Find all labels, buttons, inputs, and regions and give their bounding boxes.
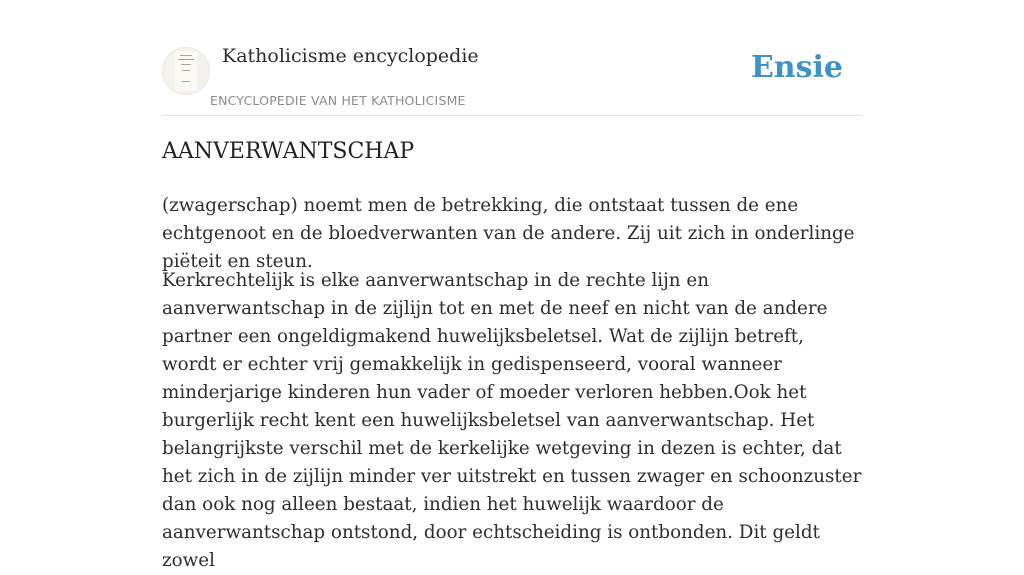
ensie-logo-link[interactable]: Ensie — [750, 50, 843, 85]
article-paragraph: (zwagerschap) noemt men de betrekking, die ontstaat tussen de ene echtgenoot en de bloedverwanten van de andere. Zij uit zich in onderlinge piëteit en steun. — [162, 195, 855, 272]
article-title: AANVERWANTSCHAP — [162, 139, 415, 164]
article-paragraph: Kerkrechtelijk is elke aanverwantschap in de rechte lijn en aanverwantschap in de zijlijn tot en met de neef en nicht van de andere partner een ongeldigmakend huwelijksbeletsel. Wat de zijlijn betreft, wordt er echter vrij gemakkelijk in gedispenseerd, vooral wanneer minderjarige kinderen hun vader of moeder verloren hebben.Ook het burgerlijk recht kent een huwelijksbeletsel van aanverwantschap. Het belangrijkste verschil met de kerkelijke wetgeving in dezen is echter, dat het zich in de zijlijn minder ver uitstrekt en tussen zwager en schoonzuster dan ook nog alleen bestaat, indien het huwelijk waardoor de aanverwantschap ontstond, door echtscheiding is ontbonden. Dit geldt zowel — [162, 270, 862, 571]
book-cover — [175, 51, 197, 91]
encyclopedia-cover-icon[interactable] — [162, 47, 210, 95]
content-container — [162, 0, 862, 571]
site-header — [162, 0, 862, 116]
site-subtitle: ENCYCLOPEDIE VAN HET KATHOLICISME — [210, 93, 466, 108]
site-title[interactable]: Katholicisme encyclopedie — [222, 45, 479, 67]
